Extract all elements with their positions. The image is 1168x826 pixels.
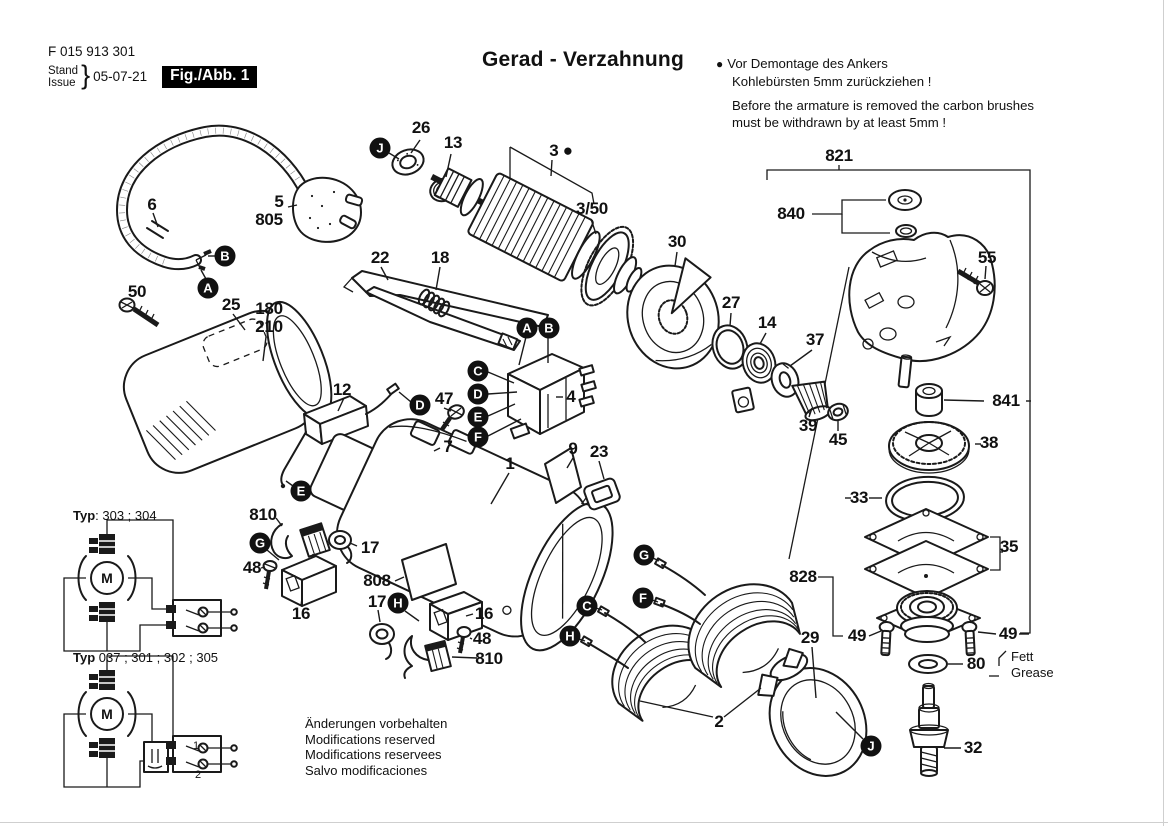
revision-line-3: Modifications reservees	[305, 747, 442, 762]
part-callout-5: 5	[274, 192, 284, 211]
circuit-2-title-rest: 037 ; 301 ; 302 ; 305	[95, 650, 219, 665]
part-callout-30: 30	[667, 232, 687, 251]
part-callout-16: 16	[474, 604, 494, 623]
part-callout-55: 55	[977, 248, 997, 267]
part-callout-50: 50	[127, 282, 147, 301]
part-callout-2: 2	[714, 712, 724, 731]
ref-callout-F: F	[633, 588, 654, 609]
part-callout-17: 17	[360, 538, 380, 557]
warning-line-de2: Kohlebürsten 5mm zurückziehen !	[732, 74, 932, 89]
grease-line-en: Grease	[1011, 665, 1054, 680]
part-callout-805: 805	[255, 210, 283, 229]
brace-glyph: }	[81, 60, 91, 90]
part-number: F 015 913 301	[48, 44, 136, 59]
ref-callout-F: F	[468, 427, 489, 448]
part-callout-12: 12	[332, 380, 352, 399]
part-callout-821: 821	[825, 146, 853, 165]
part-callout-350: 3/50	[576, 199, 608, 218]
revision-line-2: Modifications reserved	[305, 731, 436, 747]
ref-callout-C: C	[468, 361, 489, 382]
warning-text-de1: Vor Demontage des Ankers	[727, 56, 888, 71]
ref-callout-A: A	[517, 318, 538, 339]
part-callout-47: 47	[434, 389, 454, 408]
part-callout-39: 39	[798, 416, 818, 435]
part-callout-810: 810	[475, 649, 503, 668]
stand-label: Stand	[48, 64, 79, 77]
part-callout-9: 9	[568, 439, 578, 458]
circuit-2-title-bold: Typ	[73, 650, 96, 665]
part-callout-841: 841	[992, 391, 1020, 410]
pole-1-label: 1	[192, 740, 200, 752]
part-callout-17: 17	[367, 592, 387, 611]
ref-callout-D: D	[410, 395, 431, 416]
ref-callout-D: D	[468, 384, 489, 405]
part-callout-4: 4	[566, 387, 576, 406]
revision-line-1: Änderungen vorbehalten	[305, 716, 448, 731]
ref-callout-B: B	[215, 246, 236, 267]
part-callout-49: 49	[998, 624, 1018, 643]
part-callout-48: 48	[242, 558, 262, 577]
ref-callout-E: E	[291, 481, 312, 502]
part-callout-23: 23	[589, 442, 609, 461]
ref-callout-J: J	[861, 736, 882, 757]
page-title: Gerad - Verzahnung	[482, 48, 684, 71]
motor-symbol-label: M	[101, 706, 113, 722]
issue-label: Issue	[48, 76, 76, 89]
scan-edge-bottom	[0, 822, 1168, 823]
part-callout-25: 25	[221, 295, 241, 314]
ref-callout-A: A	[198, 278, 219, 299]
part-callout-29: 29	[800, 628, 820, 647]
part-callout-808: 808	[363, 571, 391, 590]
part-callout-1: 1	[505, 454, 515, 473]
scan-edge-right	[1163, 0, 1164, 826]
ref-callout-G: G	[634, 545, 655, 566]
part-callout-3: 3 ●	[549, 141, 573, 160]
part-callout-840: 840	[777, 204, 805, 223]
part-callout-828: 828	[789, 567, 817, 586]
part-callout-180: 180	[255, 299, 283, 318]
part-callout-38: 38	[979, 433, 999, 452]
ref-callout-H: H	[388, 593, 409, 614]
warning-line-en1: Before the armature is removed the carbon brushes	[732, 98, 1035, 113]
part-callout-80: 80	[966, 654, 986, 673]
circuit-1-title-bold: Typ	[73, 508, 96, 523]
part-callout-37: 37	[805, 330, 825, 349]
part-callout-27: 27	[721, 293, 741, 312]
part-callout-14: 14	[757, 313, 777, 332]
motor-symbol-label: M	[101, 570, 113, 586]
part-callout-35: 35	[999, 537, 1019, 556]
part-callout-16: 16	[291, 604, 311, 623]
part-callout-7: 7	[443, 437, 453, 456]
part-callout-49: 49	[847, 626, 867, 645]
issue-date: 05-07-21	[93, 69, 148, 84]
part-callout-45: 45	[828, 430, 848, 449]
bullet-icon: ●	[716, 57, 724, 71]
ref-callout-E: E	[468, 407, 489, 428]
ref-callout-B: B	[539, 318, 560, 339]
part-callout-32: 32	[963, 738, 983, 757]
part-callout-6: 6	[147, 195, 157, 214]
ref-callout-G: G	[250, 533, 271, 554]
ref-callout-C: C	[577, 596, 598, 617]
part-callout-18: 18	[430, 248, 450, 267]
part-callout-26: 26	[411, 118, 431, 137]
revision-line-4: Salvo modificaciones	[305, 762, 428, 778]
part-callout-13: 13	[443, 133, 463, 152]
part-callout-48: 48	[472, 629, 492, 648]
pole-2-label: 2	[194, 769, 202, 781]
warning-line-en2: must be withdrawn by at least 5mm !	[732, 115, 947, 130]
grease-line-de: Fett	[1011, 649, 1034, 664]
part-callout-33: 33	[849, 488, 869, 507]
part-callout-210: 210	[255, 317, 283, 336]
ref-callout-H: H	[560, 626, 581, 647]
part-callout-810: 810	[249, 505, 277, 524]
part-callout-22: 22	[370, 248, 390, 267]
ref-callout-J: J	[370, 138, 391, 159]
figure-label: Fig./Abb. 1	[162, 66, 257, 88]
circuit-1-title-rest: : 303 ; 304	[95, 508, 157, 523]
